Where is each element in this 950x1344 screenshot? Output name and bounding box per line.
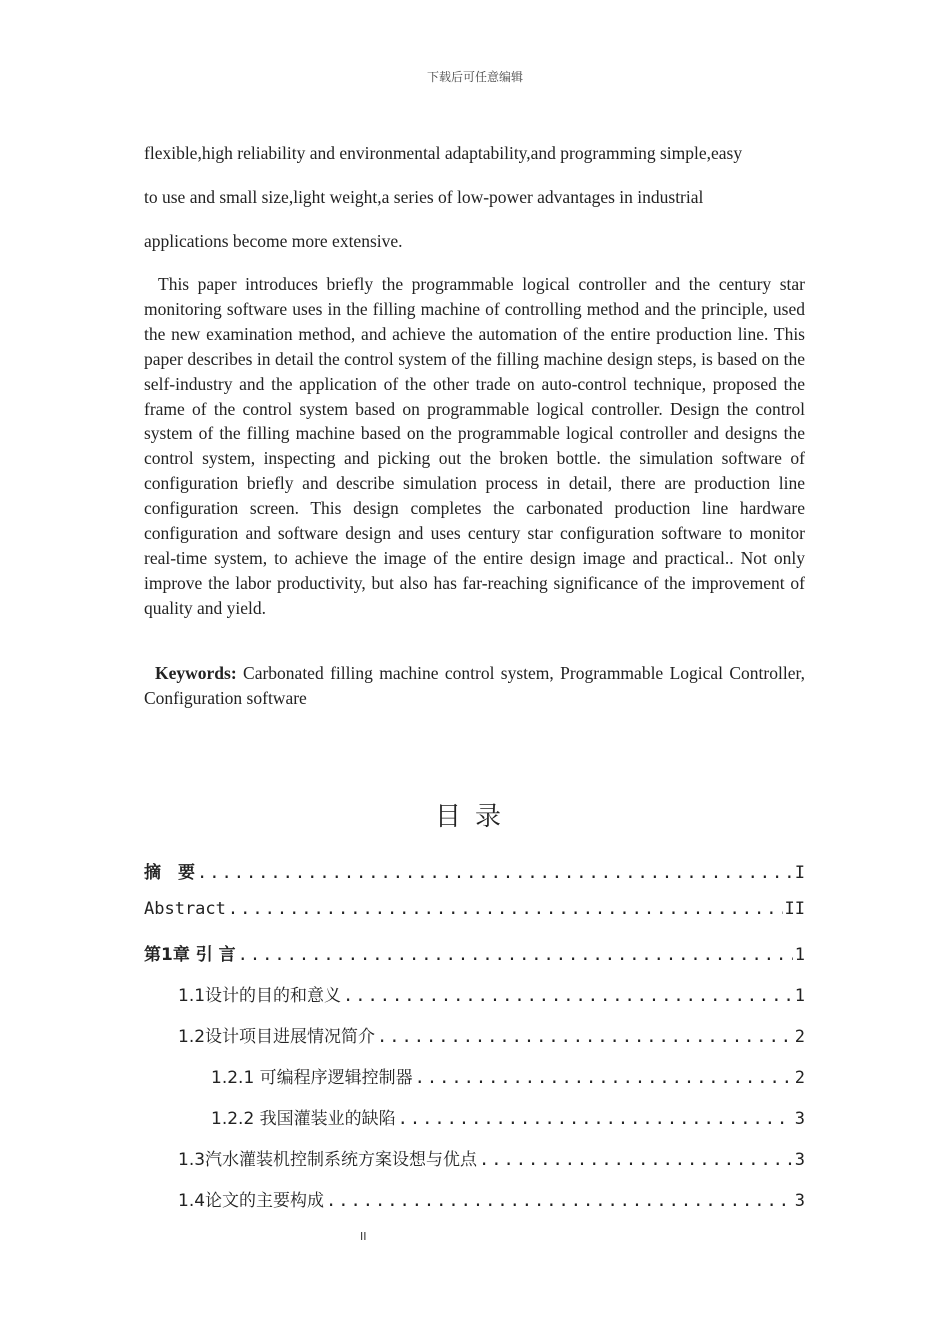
toc-label: 1.4论文的主要构成 <box>178 1191 325 1211</box>
toc-page: 3 <box>794 1150 805 1170</box>
toc-label: 1.2设计项目进展情况简介 <box>178 1027 376 1047</box>
toc-label: 摘 要 <box>144 863 195 883</box>
toc-entry-1-2[interactable] <box>178 1022 805 1048</box>
toc-entry-1-3[interactable] <box>178 1145 805 1171</box>
toc-leader <box>415 1068 793 1088</box>
keywords-paragraph <box>144 661 805 711</box>
intro-line-3: applications become more extensive. <box>144 231 403 251</box>
toc-page: 3 <box>794 1109 805 1129</box>
page-header: 下载后可任意编辑 <box>426 70 523 84</box>
toc-entry-abstract[interactable] <box>144 899 805 925</box>
toc-entry-abstract-cn[interactable] <box>144 858 805 884</box>
toc-page: II <box>784 899 805 919</box>
abstract-paragraph: This paper introduces briefly the programmable logical controller and the century star monitoring software uses in the filling machine of controlling method and the principle, used the new examination method, and achieve the automation of the entire production line. This paper describes in detail the control system of the filling machine design steps, is based on the self-industry and the application of the other trade on auto-control technique, proposed the frame of the control system based on programmable logical controller. Design the control system of the filling machine based on the programmable logical controller and designs the control system, inspecting and picking out the broken bottle. the simulation software of configuration briefly and describe simulation process in detail, there are production line configuration screen. This design completes the carbonated production line hardware configuration and software design and uses century star configuration software to monitor real-time system, to achieve the image of the entire design image and practical.. Not only improve the labor productivity, but also has far-reaching significance of the improvement of quality and yield. <box>144 274 805 618</box>
toc-page: 3 <box>794 1191 805 1211</box>
toc-page: 2 <box>794 1068 805 1088</box>
toc-entry-1-2-2[interactable] <box>211 1104 805 1130</box>
toc-leader <box>398 1109 793 1129</box>
toc-leader <box>479 1150 793 1170</box>
toc-label: 1.2.2 我国灌装业的缺陷 <box>211 1109 396 1129</box>
toc-leader <box>228 899 783 919</box>
toc-label: 1.3汽水灌装机控制系统方案设想与优点 <box>178 1150 478 1170</box>
toc-label: 1.2.1 可编程序逻辑控制器 <box>211 1068 413 1088</box>
toc-entry-chapter-1[interactable] <box>144 940 805 966</box>
intro-line-1: flexible,high reliability and environmental adaptability,and programming simple,easy <box>144 143 743 163</box>
keywords-text: Carbonated filling machine control system, Programmable Logical Controller, Configuration software <box>144 663 805 708</box>
page-number: II <box>360 1230 367 1243</box>
toc-page: I <box>794 863 805 883</box>
toc-page: 1 <box>794 945 805 965</box>
toc-leader <box>238 945 793 965</box>
toc-entry-1-2-1[interactable] <box>211 1063 805 1089</box>
toc-title: 目录 <box>434 802 515 832</box>
toc-label: 1.1设计的目的和意义 <box>178 986 342 1006</box>
toc-leader <box>326 1191 793 1211</box>
toc-entry-1-1[interactable] <box>178 981 805 1007</box>
toc-page: 2 <box>794 1027 805 1047</box>
toc-leader <box>197 863 793 883</box>
toc-label: 第1章 引 言 <box>144 945 236 965</box>
intro-text <box>144 131 805 263</box>
keywords-label: Keywords: <box>155 663 237 683</box>
toc-entry-1-4[interactable] <box>178 1186 805 1212</box>
intro-line-2: to use and small size,light weight,a series of low-power advantages in industrial <box>144 187 704 207</box>
toc-leader <box>343 986 793 1006</box>
toc-leader <box>377 1027 793 1047</box>
toc-page: 1 <box>794 986 805 1006</box>
toc-label: Abstract <box>144 899 226 919</box>
